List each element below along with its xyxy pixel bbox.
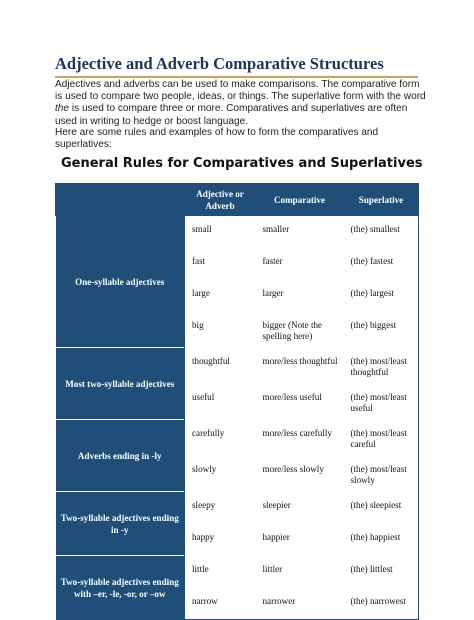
title-underline-rule xyxy=(55,76,418,78)
intro-text: Adjectives and adverbs can be used to make comparisons. The comparative form is used to compare two people, ideas, or things. The superlative form with the word xyxy=(55,79,426,103)
cell-comparative: more/less thoughtful xyxy=(256,348,344,384)
table-row xyxy=(56,420,419,456)
row-group-label: Most two-syllable adjectives xyxy=(56,348,185,420)
row-group-label: Two-syllable adjectives ending with –er, -le, -or, or –ow xyxy=(56,556,185,620)
cell-word: big xyxy=(185,312,256,348)
cell-superlative: (the) most/least useful xyxy=(344,384,419,420)
cell-superlative: (the) happiest xyxy=(344,524,419,556)
cell-word: large xyxy=(185,280,256,312)
table-body xyxy=(56,216,419,620)
cell-superlative: (the) most/least careful xyxy=(344,420,419,456)
table-header-row xyxy=(56,184,419,216)
cell-superlative: (the) biggest xyxy=(344,312,419,348)
comparatives-table xyxy=(55,183,419,620)
header-cell-adjective: Adjective or Adverb xyxy=(185,184,256,216)
cell-superlative: (the) littlest xyxy=(344,556,419,588)
cell-word: narrow xyxy=(185,588,256,620)
cell-comparative: happier xyxy=(256,524,344,556)
row-group-label: Adverbs ending in -ly xyxy=(56,420,185,492)
rules-intro-paragraph: Here are some rules and examples of how to form the comparatives and superlatives: xyxy=(55,127,379,151)
header-cell-comparative: Comparative xyxy=(256,184,344,216)
cell-superlative: (the) most/least slowly xyxy=(344,456,419,492)
cell-comparative: narrower xyxy=(256,588,344,620)
cell-word: useful xyxy=(185,384,256,420)
table-row xyxy=(56,216,419,248)
cell-superlative: (the) largest xyxy=(344,280,419,312)
section-heading: General Rules for Comparatives and Superlatives xyxy=(61,156,423,171)
cell-word: small xyxy=(185,216,256,248)
cell-comparative: more/less carefully xyxy=(256,420,344,456)
table-row xyxy=(56,348,419,384)
intro-text-end: is used to compare three or more. Comparatives and superlatives are often used in writing to hedge or boost language. xyxy=(55,103,408,127)
cell-superlative: (the) most/least thoughtful xyxy=(344,348,419,384)
cell-word: slowly xyxy=(185,456,256,492)
cell-superlative: (the) narrowest xyxy=(344,588,419,620)
cell-superlative: (the) fastest xyxy=(344,248,419,280)
row-group-label: Two-syllable adjectives ending in -y xyxy=(56,492,185,556)
cell-comparative: bigger (Note the spelling here) xyxy=(256,312,344,348)
cell-comparative: larger xyxy=(256,280,344,312)
document-title: Adjective and Adverb Comparative Structures xyxy=(55,54,384,73)
cell-word: little xyxy=(185,556,256,588)
header-cell-superlative: Superlative xyxy=(344,184,419,216)
row-group-label: One-syllable adjectives xyxy=(56,216,185,348)
cell-word: fast xyxy=(185,248,256,280)
cell-comparative: faster xyxy=(256,248,344,280)
cell-comparative: smaller xyxy=(256,216,344,248)
cell-word: carefully xyxy=(185,420,256,456)
cell-comparative: littler xyxy=(256,556,344,588)
intro-paragraph xyxy=(55,79,427,128)
cell-comparative: more/less slowly xyxy=(256,456,344,492)
cell-superlative: (the) smallest xyxy=(344,216,419,248)
table-row xyxy=(56,492,419,524)
cell-word: happy xyxy=(185,524,256,556)
header-cell-category xyxy=(56,184,185,216)
cell-comparative: sleepier xyxy=(256,492,344,524)
cell-word: sleepy xyxy=(185,492,256,524)
cell-superlative: (the) sleepiest xyxy=(344,492,419,524)
cell-comparative: more/less useful xyxy=(256,384,344,420)
cell-word: thoughtful xyxy=(185,348,256,384)
intro-italic-word: the xyxy=(55,103,70,115)
table-row xyxy=(56,556,419,588)
